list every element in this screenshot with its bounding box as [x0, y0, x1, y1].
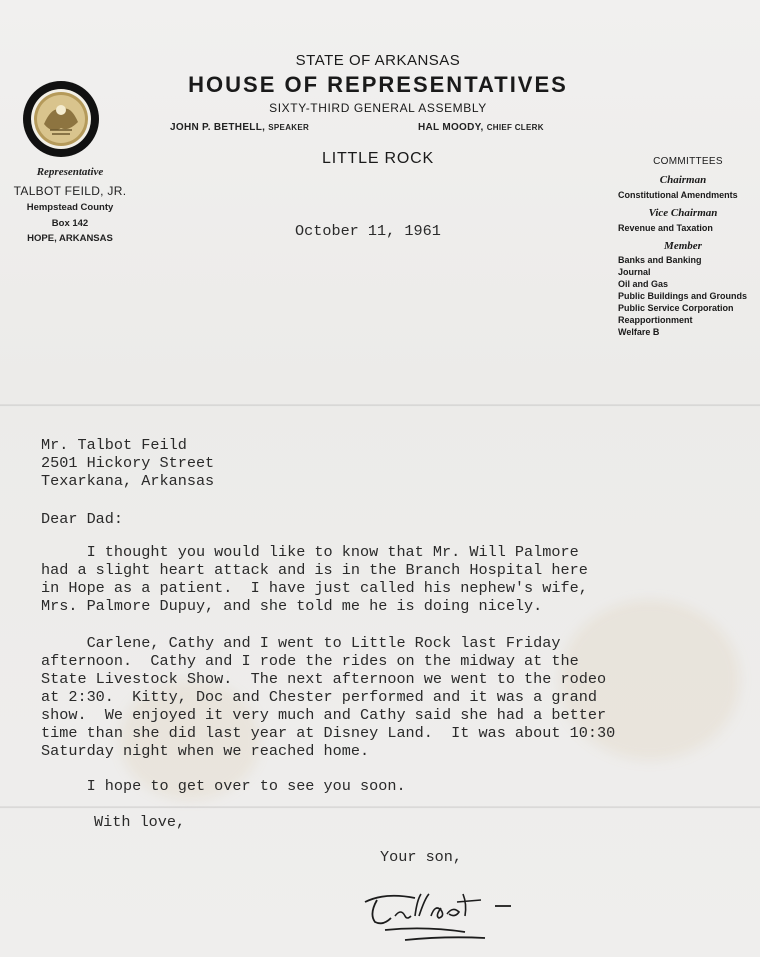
- handwritten-signature: [355, 880, 535, 950]
- committee-item: Banks and Banking: [618, 255, 702, 265]
- speaker-name: JOHN P. BETHELL,: [170, 122, 266, 133]
- speaker-title: SPEAKER: [268, 123, 310, 132]
- body-line: I hope to get over to see you soon.: [41, 777, 406, 795]
- committees-title: COMMITTEES: [653, 156, 723, 167]
- body-line: show. We enjoyed it very much and Cathy said she had a better: [41, 706, 607, 724]
- committee-item: Revenue and Taxation: [618, 223, 713, 233]
- committee-vice-label: Vice Chairman: [648, 207, 718, 219]
- body-line: Saturday night when we reached home.: [41, 742, 370, 760]
- representative-role: Representative: [36, 166, 104, 178]
- letterhead-clerk: [418, 122, 544, 133]
- clerk-name: HAL MOODY,: [418, 122, 484, 133]
- paper-fold-line: [0, 404, 760, 407]
- committee-item: Welfare B: [618, 327, 660, 337]
- letterhead-city: LITTLE ROCK: [322, 150, 434, 167]
- committee-item: Public Service Corporation: [618, 303, 734, 313]
- committee-item: Oil and Gas: [618, 279, 669, 289]
- committee-item: Constitutional Amendments: [618, 190, 738, 200]
- letterhead-assembly: SIXTY-THIRD GENERAL ASSEMBLY: [269, 101, 487, 115]
- body-line: had a slight heart attack and is in the Branch Hospital here: [41, 561, 588, 579]
- committee-item: Public Buildings and Grounds: [618, 291, 748, 301]
- address-line: Texarkana, Arkansas: [41, 472, 215, 490]
- letter-date: October 11, 1961: [295, 222, 441, 240]
- letterhead-state: STATE OF ARKANSAS: [295, 52, 461, 69]
- letter-closing: With love,: [94, 813, 186, 831]
- body-line: State Livestock Show. The next afternoon we went to the rodeo: [41, 670, 607, 688]
- letterhead-house-title: HOUSE OF REPRESENTATIVES: [188, 72, 568, 97]
- letter-signoff: Your son,: [380, 848, 463, 866]
- body-line: afternoon. Cathy and I rode the rides on the midway at the: [41, 652, 579, 670]
- body-line: I thought you would like to know that Mr. Will Palmore: [41, 543, 579, 561]
- address-line: Mr. Talbot Feild: [41, 436, 187, 454]
- committee-chairman-label: Chairman: [659, 174, 707, 186]
- committee-member-label: Member: [664, 240, 702, 252]
- body-line: in Hope as a patient. I have just called his nephew's wife,: [41, 579, 588, 597]
- address-line: 2501 Hickory Street: [41, 454, 215, 472]
- paper-fold-line: [0, 806, 760, 809]
- committee-item: Journal: [618, 267, 651, 277]
- body-line: Mrs. Palmore Dupuy, and she told me he is doing nicely.: [41, 597, 543, 615]
- salutation: Dear Dad:: [41, 510, 124, 528]
- body-line: time than she did last year at Disney Land. It was about 10:30: [41, 724, 616, 742]
- representative-county: Hempstead County: [26, 202, 114, 213]
- committee-item: Reapportionment: [618, 315, 693, 325]
- representative-town: HOPE, ARKANSAS: [27, 233, 113, 244]
- clerk-title: CHIEF CLERK: [486, 123, 544, 132]
- body-line: Carlene, Cathy and I went to Little Rock last Friday: [41, 634, 561, 652]
- body-line: at 2:30. Kitty, Doc and Chester performed and it was a grand: [41, 688, 597, 706]
- representative-box: Box 142: [51, 218, 89, 229]
- representative-name: TALBOT FEILD, JR.: [13, 184, 127, 198]
- letterhead-speaker: [170, 122, 309, 133]
